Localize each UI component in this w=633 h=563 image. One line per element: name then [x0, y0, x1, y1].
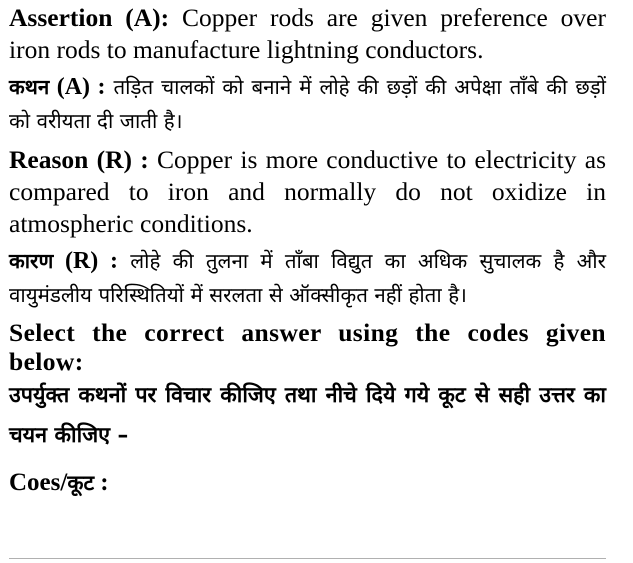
codes-colon: : [94, 469, 109, 496]
assertion-english [9, 2, 606, 66]
codes-heading [9, 468, 606, 498]
assertion-hindi-code: (A) : [49, 74, 106, 100]
assertion-hindi-text: तड़ित चालकों को बनाने में लोहे की छड़ों की अपेक्षा ताँबे की छड़ों को वरीयता दी जाती है। [9, 75, 606, 133]
reason-hindi-code: (R) : [53, 248, 119, 274]
codes-label-hindi: कूट [67, 471, 95, 495]
assertion-hindi [9, 70, 606, 138]
question-page [9, 2, 606, 498]
instruction-english: Select the correct answer using the codes given below: [9, 318, 606, 376]
reason-hindi-text: लोहे की तुलना में ताँबा विद्युत का अधिक सुचालक है और वायुमंडलीय परिस्थितियों में सरलता से ऑक्सीकृत नहीं होता है। [9, 249, 607, 307]
codes-label-english: Coes/ [9, 469, 68, 496]
reason-label: Reason (R) : [9, 145, 149, 174]
assertion-hindi-label: कथन [9, 75, 50, 99]
assertion-text: Copper rods are given preference over iron rods to manufacture lightning conductors. [9, 3, 606, 64]
reason-hindi-label: कारण [9, 249, 54, 273]
bottom-divider [9, 558, 606, 559]
instruction-hindi: उपर्युक्त कथनों पर विचार कीजिए तथा नीचे दिये गये कूट से सही उत्तर का चयन कीजिए – [9, 383, 606, 448]
reason-english [9, 144, 606, 240]
assertion-label: Assertion (A): [9, 3, 170, 32]
reason-text: Copper is more conductive to electricity as compared to iron and normally do not oxidize in atmospheric conditions. [9, 145, 606, 238]
reason-hindi [9, 244, 606, 312]
